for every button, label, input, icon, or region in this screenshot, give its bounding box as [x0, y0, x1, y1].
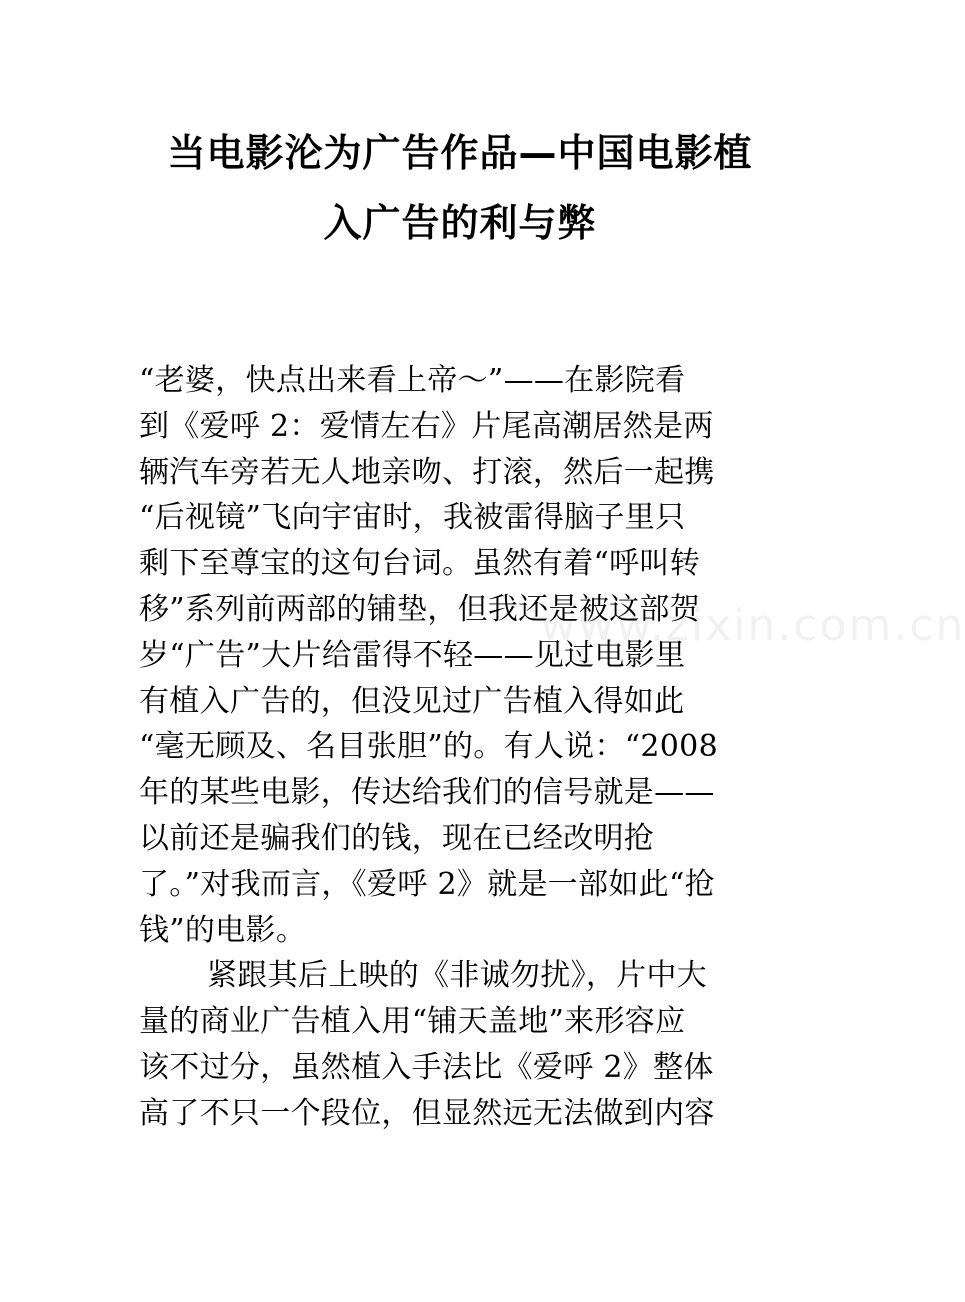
text-line: “毫无顾及、名目张胆”的。有人说：“2008	[139, 729, 718, 765]
watermark: www.zixin.com.cn	[540, 600, 965, 651]
text-line: 辆汽车旁若无人地亲吻、打滚，然后一起携	[139, 454, 715, 490]
text-line: 量的商业广告植入用“铺天盖地”来形容应	[139, 1004, 686, 1040]
text-line: “老婆，快点出来看上帝～”——在影院看	[139, 363, 686, 398]
text-line: 该不过分，虽然植入手法比《爱呼 2》整体	[139, 1049, 714, 1085]
text-line: 钱”的电影。	[139, 912, 307, 948]
title-line: 当电影沦为广告作品—中国电影植	[167, 131, 753, 175]
text-line: 移”系列前两部的铺垫，但我还是被这部贺	[139, 591, 701, 627]
text-line: 高了不只一个段位，但显然远无法做到内容	[139, 1095, 715, 1131]
document-body	[139, 358, 789, 1137]
text-line: 年的某些电影，传达给我们的信号就是——	[139, 775, 715, 811]
text-line: “后视镜”飞向宇宙时，我被雷得脑子里只	[139, 500, 686, 536]
text-line: 紧跟其后上映的《非诚勿扰》，片中大	[207, 958, 708, 994]
paragraph-1	[139, 358, 789, 953]
text-line: 有植入广告的，但没见过广告植入得如此	[139, 683, 685, 719]
title-line: 入广告的利与弊	[323, 201, 597, 245]
text-line: 到《爱呼 2：爱情左右》片尾高潮居然是两	[139, 408, 714, 444]
text-line: 了。”对我而言，《爱呼 2》就是一部如此“抢	[139, 866, 715, 902]
paragraph-2	[139, 953, 789, 1136]
document-title	[120, 118, 800, 258]
text-line: 以前还是骗我们的钱，现在已经改明抢	[139, 820, 655, 856]
text-line: 岁“广告”大片给雷得不轻——见过电影里	[139, 637, 686, 673]
text-line: 剩下至尊宝的这句台词。虽然有着“呼叫转	[139, 546, 701, 582]
